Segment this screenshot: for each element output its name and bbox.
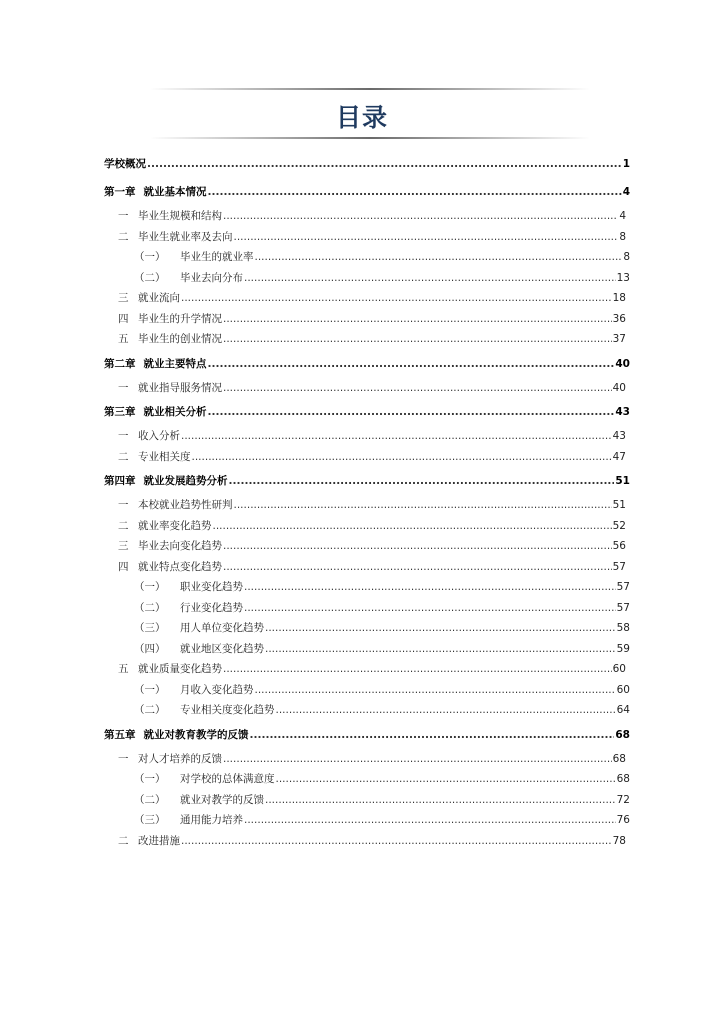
toc-entry-text: 就业流向 xyxy=(138,292,180,304)
toc-entry-text: 就业质量变化趋势 xyxy=(138,663,222,675)
toc-entry-label xyxy=(134,618,264,639)
toc-page-number: 57 xyxy=(616,581,630,593)
toc-entry-label xyxy=(118,447,191,468)
toc-entry-level2[interactable] xyxy=(104,516,630,537)
toc-entry-label xyxy=(118,426,180,447)
toc-page-number: 13 xyxy=(616,271,630,284)
toc-entry-level3[interactable] xyxy=(104,810,630,831)
dot-leader xyxy=(213,516,612,537)
toc-entry-label xyxy=(118,659,222,680)
dot-leader xyxy=(276,769,616,790)
toc-entry-number: 五 xyxy=(118,663,129,675)
toc-entry-level3[interactable] xyxy=(104,268,630,289)
toc-entry-level3[interactable] xyxy=(104,790,630,811)
dot-leader xyxy=(255,247,623,268)
toc-entry-label xyxy=(134,598,243,619)
toc-entry-level3[interactable] xyxy=(104,247,630,268)
toc-entry-label xyxy=(118,536,222,557)
toc-entry-level2[interactable] xyxy=(104,557,630,578)
toc-entry-label xyxy=(118,227,233,248)
toc-entry-level2[interactable] xyxy=(104,536,630,557)
toc-entry-text: 专业相关度变化趋势 xyxy=(180,704,275,716)
toc-entry-text: 专业相关度 xyxy=(138,450,191,463)
toc-page-number: 43 xyxy=(612,430,626,442)
toc-page-number: 57 xyxy=(612,560,626,573)
toc-entry-label xyxy=(118,516,212,537)
toc-entry-label xyxy=(118,557,222,578)
toc-page-number: 8 xyxy=(623,251,630,263)
toc-page-number: 37 xyxy=(612,333,626,345)
toc-entry-number: （二） xyxy=(134,793,166,806)
toc-entry-text: 就业对教学的反馈 xyxy=(180,793,264,806)
toc-entry-level3[interactable] xyxy=(104,598,630,619)
toc-entry-level2[interactable] xyxy=(104,329,630,350)
toc-page-number: 60 xyxy=(616,683,630,696)
toc-entry-level2[interactable] xyxy=(104,659,630,680)
toc-page-number: 58 xyxy=(616,622,630,634)
toc-entry-number: 三 xyxy=(118,540,129,552)
toc-entry-label xyxy=(104,398,207,426)
toc-entry-level1[interactable] xyxy=(104,467,630,495)
toc-entry-text: 本校就业趋势性研判 xyxy=(138,499,233,511)
toc-page-number: 57 xyxy=(616,601,630,614)
toc-entry-number: 一 xyxy=(118,381,129,394)
toc-page-number: 64 xyxy=(616,704,630,716)
toc-page-number: 40 xyxy=(615,357,630,370)
dot-leader xyxy=(223,309,612,330)
toc-page-number: 72 xyxy=(616,793,630,806)
toc-entry-label xyxy=(134,810,243,831)
toc-page-number: 47 xyxy=(612,450,626,463)
dot-leader xyxy=(208,178,622,206)
toc-entry-text: 改进措施 xyxy=(138,834,180,847)
toc-entry-number: 二 xyxy=(118,519,129,532)
dot-leader xyxy=(223,659,612,680)
toc-entry-text: 毕业去向分布 xyxy=(180,271,243,284)
toc-page-number: 4 xyxy=(622,186,630,198)
toc-page-number: 51 xyxy=(615,475,630,487)
toc-entry-number: （三） xyxy=(134,622,166,634)
page-title: 目录 xyxy=(335,103,388,132)
toc-entry-number: 五 xyxy=(118,333,129,345)
toc-page-number: 68 xyxy=(612,752,626,765)
toc-entry-label xyxy=(104,150,146,178)
toc-page-number: 40 xyxy=(612,381,626,394)
toc-entry-text: 就业基本情况 xyxy=(143,186,207,198)
toc-entry-level2[interactable] xyxy=(104,206,630,227)
toc-entry-number: 一 xyxy=(118,430,129,442)
toc-entry-level3[interactable] xyxy=(104,639,630,660)
dot-leader xyxy=(265,639,616,660)
toc-page-number: 1 xyxy=(622,158,630,170)
toc-entry-label xyxy=(134,577,243,598)
toc-entry-number: 四 xyxy=(118,312,129,325)
toc-page-number: 76 xyxy=(616,814,630,826)
toc-entry-label xyxy=(134,790,264,811)
toc-entry-text: 就业特点变化趋势 xyxy=(138,560,222,573)
toc-entry-text: 用人单位变化趋势 xyxy=(180,622,264,634)
toc-entry-text: 毕业生规模和结构 xyxy=(138,210,222,222)
dot-leader xyxy=(223,378,612,399)
toc-entry-level2[interactable] xyxy=(104,495,630,516)
toc-entry-label xyxy=(118,749,222,770)
toc-entry-number: （一） xyxy=(134,683,166,696)
toc-entry-text: 对人才培养的反馈 xyxy=(138,752,222,765)
toc-entry-label xyxy=(118,288,180,309)
toc-entry-text: 学校概况 xyxy=(104,158,146,170)
toc-entry-level3[interactable] xyxy=(104,618,630,639)
toc-entry-text: 职业变化趋势 xyxy=(180,581,243,593)
toc-entry-level2[interactable] xyxy=(104,426,630,447)
title-top-rule xyxy=(150,88,590,90)
toc-entry-level2[interactable] xyxy=(104,309,630,330)
toc-entry-level1[interactable] xyxy=(104,398,630,426)
toc-page-number: 59 xyxy=(616,642,630,655)
toc-page-number: 60 xyxy=(612,663,626,675)
dot-leader xyxy=(244,577,616,598)
toc-entry-number: 二 xyxy=(118,450,129,463)
toc-entry-level3[interactable] xyxy=(104,769,630,790)
toc-entry-label xyxy=(134,639,264,660)
toc-entry-text: 就业相关分析 xyxy=(143,406,207,418)
toc-entry-number: 三 xyxy=(118,292,129,304)
dot-leader xyxy=(181,426,612,447)
toc-page-number: 52 xyxy=(612,519,626,532)
toc-entry-level2[interactable] xyxy=(104,447,630,468)
toc-entry-number: 第五章 xyxy=(104,728,136,741)
toc-entry-text: 通用能力培养 xyxy=(180,814,243,826)
toc-entry-number: 二 xyxy=(118,834,129,847)
dot-leader xyxy=(234,495,612,516)
dot-leader xyxy=(255,680,616,701)
toc-entry-number: （二） xyxy=(134,601,166,614)
toc-entry-level1[interactable] xyxy=(104,350,630,378)
toc-entry-text: 就业地区变化趋势 xyxy=(180,642,264,655)
toc-entry-label xyxy=(134,769,275,790)
toc-page-number: 51 xyxy=(612,499,626,511)
toc-entry-level2[interactable] xyxy=(104,288,630,309)
toc-entry-number: 一 xyxy=(118,210,129,222)
toc-entry-number: （二） xyxy=(134,704,166,716)
toc-entry-text: 毕业生的升学情况 xyxy=(138,312,222,325)
dot-leader xyxy=(223,536,612,557)
dot-leader xyxy=(234,227,619,248)
toc-entry-number: 二 xyxy=(118,230,129,243)
dot-leader xyxy=(250,721,615,749)
toc-entry-level2[interactable] xyxy=(104,378,630,399)
toc-entry-label xyxy=(104,467,228,495)
toc-entry-label xyxy=(134,268,243,289)
toc-entry-label xyxy=(134,700,275,721)
toc-entry-level3[interactable] xyxy=(104,680,630,701)
toc-entry-label xyxy=(134,247,254,268)
toc-entry-label xyxy=(104,178,207,206)
toc-page-number: 36 xyxy=(612,312,626,325)
toc-entry-number: 第三章 xyxy=(104,406,136,418)
toc-page-number: 56 xyxy=(612,540,626,552)
toc-page-number: 43 xyxy=(615,406,630,418)
dot-leader xyxy=(208,398,615,426)
dot-leader xyxy=(223,557,612,578)
toc-page-number: 18 xyxy=(612,292,626,304)
dot-leader xyxy=(244,810,616,831)
dot-leader xyxy=(244,268,616,289)
toc-entry-text: 就业主要特点 xyxy=(143,357,207,370)
dot-leader xyxy=(223,206,618,227)
toc-entry-label xyxy=(118,206,222,227)
title-bottom-rule xyxy=(150,137,590,139)
dot-leader xyxy=(208,350,615,378)
dot-leader xyxy=(229,467,615,495)
dot-leader xyxy=(147,150,622,178)
dot-leader xyxy=(223,329,612,350)
toc-entry-level2[interactable] xyxy=(104,749,630,770)
toc-entry-text: 就业率变化趋势 xyxy=(138,519,212,532)
toc-entry-text: 对学校的总体满意度 xyxy=(180,773,275,785)
toc-entry-level2[interactable] xyxy=(104,227,630,248)
toc-page-number: 68 xyxy=(615,728,630,741)
toc-entry-number: （一） xyxy=(134,251,166,263)
toc-entry-label xyxy=(118,495,233,516)
dot-leader xyxy=(223,749,612,770)
toc-entry-level1[interactable] xyxy=(104,178,630,206)
toc-entry-text: 就业指导服务情况 xyxy=(138,381,222,394)
dot-leader xyxy=(265,790,616,811)
dot-leader xyxy=(181,831,612,852)
dot-leader xyxy=(192,447,612,468)
toc-entry-number: （一） xyxy=(134,773,166,785)
toc-entry-text: 就业发展趋势分析 xyxy=(143,475,228,487)
toc-entry-number: （二） xyxy=(134,271,166,284)
toc-entry-level2[interactable] xyxy=(104,831,630,852)
toc-entry-number: （四） xyxy=(134,642,166,655)
toc-entry-text: 行业变化趋势 xyxy=(180,601,243,614)
toc-page-number: 78 xyxy=(612,834,626,847)
toc-entry-label xyxy=(104,721,249,749)
toc-entry-number: 四 xyxy=(118,560,129,573)
toc-entry-number: 一 xyxy=(118,499,129,511)
toc-entry-number: （三） xyxy=(134,814,166,826)
toc-entry-label xyxy=(118,309,222,330)
toc-entry-text: 毕业去向变化趋势 xyxy=(138,540,222,552)
toc-entry-level1[interactable] xyxy=(104,150,630,178)
toc-entry-label xyxy=(104,350,207,378)
toc-entry-number: 一 xyxy=(118,752,129,765)
toc-entry-text: 就业对教育教学的反馈 xyxy=(143,728,249,741)
toc-entry-text: 毕业生就业率及去向 xyxy=(138,230,233,243)
toc-entry-text: 月收入变化趋势 xyxy=(180,683,254,696)
toc-entry-text: 毕业生的就业率 xyxy=(180,251,254,263)
table-of-contents xyxy=(104,150,630,851)
dot-leader xyxy=(181,288,612,309)
toc-entry-label xyxy=(118,831,180,852)
toc-entry-number: 第四章 xyxy=(104,475,136,487)
dot-leader xyxy=(276,700,616,721)
dot-leader xyxy=(244,598,616,619)
toc-entry-level3[interactable] xyxy=(104,700,630,721)
toc-page-number: 4 xyxy=(619,210,626,222)
toc-entry-label xyxy=(118,329,222,350)
toc-entry-text: 毕业生的创业情况 xyxy=(138,333,222,345)
toc-entry-label xyxy=(134,680,254,701)
toc-entry-number: 第二章 xyxy=(104,357,136,370)
toc-entry-text: 收入分析 xyxy=(138,430,180,442)
toc-page-number: 68 xyxy=(616,773,630,785)
dot-leader xyxy=(265,618,616,639)
toc-entry-label xyxy=(118,378,222,399)
toc-entry-level3[interactable] xyxy=(104,577,630,598)
toc-page-number: 8 xyxy=(619,230,626,243)
toc-entry-number: 第一章 xyxy=(104,186,136,198)
toc-entry-level1[interactable] xyxy=(104,721,630,749)
toc-entry-number: （一） xyxy=(134,581,166,593)
